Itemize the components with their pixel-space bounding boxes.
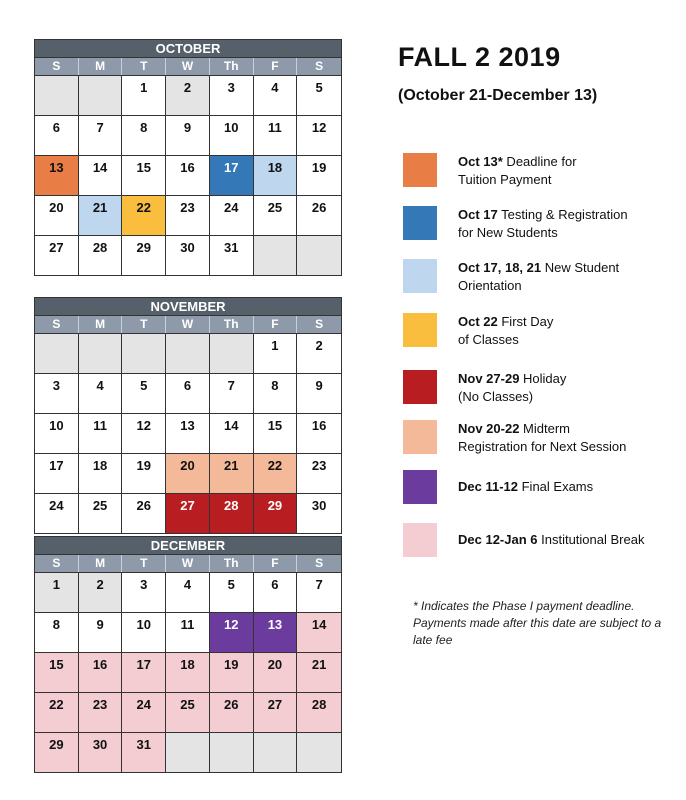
legend-date: Dec 12-Jan 6 bbox=[458, 532, 538, 547]
page-subtitle: (October 21-December 13) bbox=[398, 87, 598, 104]
day-cell: 30 bbox=[79, 732, 123, 772]
day-cell: 27 bbox=[166, 493, 210, 533]
day-cell: 26 bbox=[210, 692, 254, 732]
legend-text bbox=[458, 313, 686, 349]
day-cell: 21 bbox=[79, 195, 123, 235]
day-cell: 13 bbox=[35, 155, 79, 195]
empty-cell bbox=[166, 333, 210, 373]
legend-desc-line2: for New Students bbox=[458, 225, 558, 240]
day-cell: 20 bbox=[254, 652, 298, 692]
day-cell: 28 bbox=[297, 692, 341, 732]
legend-date: Nov 27-29 bbox=[458, 371, 520, 386]
day-cell: 23 bbox=[79, 692, 123, 732]
empty-cell bbox=[35, 333, 79, 373]
day-cell: 16 bbox=[297, 413, 341, 453]
day-cell: 31 bbox=[122, 732, 166, 772]
day-cell: 5 bbox=[297, 75, 341, 115]
legend-date: Oct 13* bbox=[458, 154, 503, 169]
day-cell: 2 bbox=[79, 572, 123, 612]
legend-desc: First Day bbox=[497, 314, 554, 329]
day-cell: 3 bbox=[210, 75, 254, 115]
legend-desc: Final Exams bbox=[518, 479, 594, 494]
legend-date: Dec 11-12 bbox=[458, 479, 518, 494]
weekday-label: S bbox=[315, 317, 324, 331]
day-cell: 24 bbox=[122, 692, 166, 732]
weekday-label: F bbox=[254, 58, 298, 75]
legend-desc-line2: of Classes bbox=[458, 332, 519, 347]
empty-cell bbox=[166, 732, 210, 772]
legend-date: Oct 17 bbox=[458, 207, 498, 222]
day-cell: 8 bbox=[122, 115, 166, 155]
empty-cell bbox=[79, 333, 123, 373]
legend-desc: Testing & Registration bbox=[497, 207, 628, 222]
day-cell: 22 bbox=[122, 195, 166, 235]
day-cell: 18 bbox=[79, 453, 123, 493]
day-cell: 21 bbox=[297, 652, 341, 692]
day-cell: 13 bbox=[254, 612, 298, 652]
day-cell: 4 bbox=[254, 75, 298, 115]
day-cell: 14 bbox=[79, 155, 123, 195]
day-cell: 9 bbox=[79, 612, 123, 652]
weekday-label: Th bbox=[210, 316, 254, 333]
empty-cell bbox=[210, 333, 254, 373]
weekday-label: W bbox=[166, 316, 210, 333]
day-cell: 9 bbox=[297, 373, 341, 413]
weekday-label: W bbox=[166, 555, 210, 572]
day-cell: 17 bbox=[122, 652, 166, 692]
day-cell: 5 bbox=[122, 373, 166, 413]
day-cell: 16 bbox=[166, 155, 210, 195]
weekday-header bbox=[35, 58, 341, 75]
day-cell: 1 bbox=[122, 75, 166, 115]
weekday-label: F bbox=[254, 555, 298, 572]
empty-cell bbox=[35, 75, 79, 115]
month-title: DECEMBER bbox=[35, 537, 341, 555]
day-cell: 15 bbox=[254, 413, 298, 453]
legend-swatch bbox=[403, 206, 437, 240]
calendar-november bbox=[34, 297, 342, 534]
day-cell: 3 bbox=[122, 572, 166, 612]
day-cell: 4 bbox=[79, 373, 123, 413]
legend-desc: Deadline for bbox=[502, 154, 577, 169]
day-cell: 3 bbox=[35, 373, 79, 413]
day-cell: 17 bbox=[210, 155, 254, 195]
weekday-label: S bbox=[35, 555, 79, 572]
day-cell: 30 bbox=[166, 235, 210, 275]
footnote: * Indicates the Phase I payment deadline. Payments made after this date are subject to a late fee bbox=[413, 599, 662, 647]
day-cell: 25 bbox=[79, 493, 123, 533]
weekday-label: M bbox=[79, 316, 123, 333]
day-cell: 8 bbox=[35, 612, 79, 652]
empty-cell bbox=[210, 732, 254, 772]
legend-desc: Midterm bbox=[519, 421, 570, 436]
weekday-label: T bbox=[122, 555, 166, 572]
legend-text bbox=[458, 370, 686, 406]
day-cell: 1 bbox=[35, 572, 79, 612]
legend-date: Oct 17, 18, 21 bbox=[458, 260, 542, 275]
day-cell: 13 bbox=[166, 413, 210, 453]
day-cell: 2 bbox=[166, 75, 210, 115]
day-cell: 16 bbox=[79, 652, 123, 692]
weekday-label: Th bbox=[210, 58, 254, 75]
page-title: FALL 2 2019 bbox=[398, 42, 561, 72]
day-cell: 24 bbox=[35, 493, 79, 533]
day-cell: 24 bbox=[210, 195, 254, 235]
legend-desc-line2: Orientation bbox=[458, 278, 522, 293]
day-cell: 7 bbox=[297, 572, 341, 612]
weekday-label: F bbox=[254, 316, 298, 333]
weekday-label: T bbox=[122, 58, 166, 75]
weekday-label: M bbox=[79, 58, 123, 75]
legend-text bbox=[458, 259, 686, 295]
day-cell: 23 bbox=[297, 453, 341, 493]
day-cell: 17 bbox=[35, 453, 79, 493]
empty-cell bbox=[297, 235, 341, 275]
day-cell: 20 bbox=[166, 453, 210, 493]
day-cell: 19 bbox=[297, 155, 341, 195]
day-cell: 15 bbox=[35, 652, 79, 692]
day-cell: 11 bbox=[166, 612, 210, 652]
day-cell: 1 bbox=[254, 333, 298, 373]
weekday-header bbox=[35, 555, 341, 572]
legend-swatch bbox=[403, 153, 437, 187]
day-cell: 20 bbox=[35, 195, 79, 235]
day-cell: 23 bbox=[166, 195, 210, 235]
month-title: OCTOBER bbox=[35, 40, 341, 58]
empty-cell bbox=[79, 75, 123, 115]
day-cell: 5 bbox=[210, 572, 254, 612]
day-cell: 22 bbox=[35, 692, 79, 732]
empty-cell bbox=[254, 732, 298, 772]
day-cell: 11 bbox=[254, 115, 298, 155]
empty-cell bbox=[254, 235, 298, 275]
weekday-label: W bbox=[166, 58, 210, 75]
day-cell: 31 bbox=[210, 235, 254, 275]
day-cell: 25 bbox=[254, 195, 298, 235]
month-grid bbox=[35, 572, 341, 772]
weekday-label: S bbox=[35, 316, 79, 333]
legend-swatch bbox=[403, 470, 437, 504]
legend-desc-line2: Registration for Next Session bbox=[458, 439, 627, 454]
legend-swatch bbox=[403, 313, 437, 347]
day-cell: 11 bbox=[79, 413, 123, 453]
day-cell: 6 bbox=[166, 373, 210, 413]
legend-text bbox=[458, 206, 686, 242]
legend-desc-line2: Tuition Payment bbox=[458, 172, 552, 187]
day-cell: 7 bbox=[79, 115, 123, 155]
legend-date: Nov 20-22 bbox=[458, 421, 520, 436]
day-cell: 14 bbox=[297, 612, 341, 652]
calendar-october bbox=[34, 39, 342, 276]
day-cell: 18 bbox=[166, 652, 210, 692]
day-cell: 29 bbox=[254, 493, 298, 533]
day-cell: 18 bbox=[254, 155, 298, 195]
legend-desc: Institutional Break bbox=[537, 532, 645, 547]
weekday-label: S bbox=[315, 556, 324, 570]
legend-swatch bbox=[403, 259, 437, 293]
month-title: NOVEMBER bbox=[35, 298, 341, 316]
empty-cell bbox=[122, 333, 166, 373]
day-cell: 14 bbox=[210, 413, 254, 453]
day-cell: 12 bbox=[297, 115, 341, 155]
day-cell: 28 bbox=[79, 235, 123, 275]
weekday-header bbox=[35, 316, 341, 333]
month-grid bbox=[35, 75, 341, 275]
day-cell: 19 bbox=[122, 453, 166, 493]
legend-text bbox=[458, 531, 686, 549]
day-cell: 4 bbox=[166, 572, 210, 612]
day-cell: 15 bbox=[122, 155, 166, 195]
legend-text bbox=[458, 420, 686, 456]
day-cell: 21 bbox=[210, 453, 254, 493]
empty-cell bbox=[297, 732, 341, 772]
calendar-december bbox=[34, 536, 342, 773]
legend-desc: New Student bbox=[541, 260, 620, 275]
day-cell: 10 bbox=[210, 115, 254, 155]
weekday-label: T bbox=[122, 316, 166, 333]
legend-text bbox=[458, 153, 686, 189]
weekday-label: Th bbox=[210, 555, 254, 572]
legend-date: Oct 22 bbox=[458, 314, 498, 329]
day-cell: 29 bbox=[122, 235, 166, 275]
day-cell: 19 bbox=[210, 652, 254, 692]
day-cell: 27 bbox=[35, 235, 79, 275]
day-cell: 26 bbox=[297, 195, 341, 235]
day-cell: 12 bbox=[122, 413, 166, 453]
day-cell: 26 bbox=[122, 493, 166, 533]
weekday-label: S bbox=[35, 58, 79, 75]
weekday-label: S bbox=[315, 59, 324, 73]
day-cell: 30 bbox=[297, 493, 341, 533]
legend-swatch bbox=[403, 370, 437, 404]
day-cell: 7 bbox=[210, 373, 254, 413]
day-cell: 2 bbox=[297, 333, 341, 373]
day-cell: 6 bbox=[35, 115, 79, 155]
legend-text bbox=[458, 478, 686, 496]
weekday-label: M bbox=[79, 555, 123, 572]
day-cell: 8 bbox=[254, 373, 298, 413]
legend-swatch bbox=[403, 523, 437, 557]
day-cell: 12 bbox=[210, 612, 254, 652]
day-cell: 27 bbox=[254, 692, 298, 732]
legend-desc: Holiday bbox=[519, 371, 567, 386]
month-grid bbox=[35, 333, 341, 533]
legend-swatch bbox=[403, 420, 437, 454]
day-cell: 28 bbox=[210, 493, 254, 533]
day-cell: 10 bbox=[35, 413, 79, 453]
day-cell: 29 bbox=[35, 732, 79, 772]
day-cell: 25 bbox=[166, 692, 210, 732]
day-cell: 9 bbox=[166, 115, 210, 155]
day-cell: 6 bbox=[254, 572, 298, 612]
day-cell: 10 bbox=[122, 612, 166, 652]
day-cell: 22 bbox=[254, 453, 298, 493]
legend-desc-line2: (No Classes) bbox=[458, 389, 534, 404]
